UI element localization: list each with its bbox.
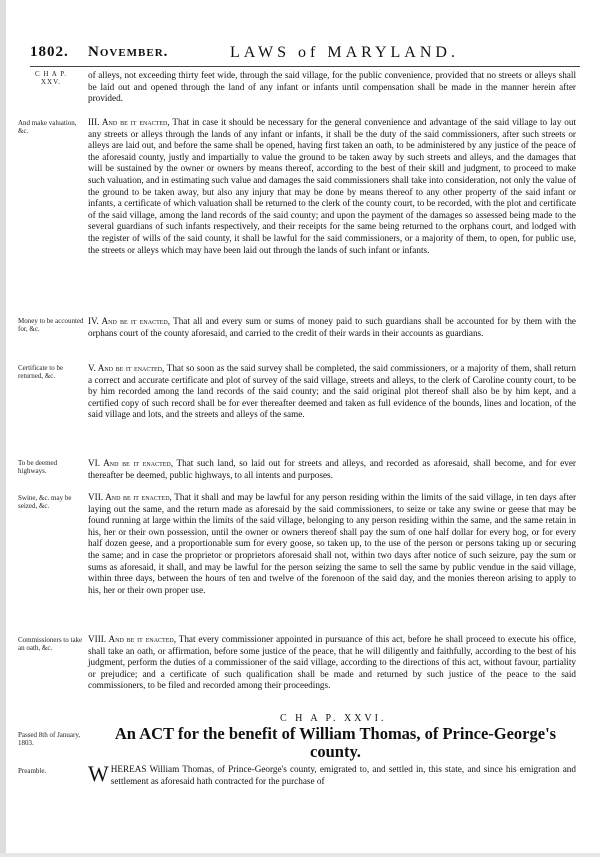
scan-edge-bottom [0, 853, 600, 857]
section-text: of alleys, not exceeding thirty feet wide, through the said village, for the public convenience, provided that no streets or alleys shall be laid out and opened through the land of any infant or infants until compensation shall be made in the manner herein after provided. [88, 70, 576, 104]
act-title: An ACT for the benefit of William Thomas, of Prince-George's county. [114, 724, 557, 761]
margin-note-chap: C H A P. XXV. [34, 70, 68, 86]
margin-note-preamble: Preamble. [18, 767, 47, 775]
margin-note-money: Money to be accounted for, &c. [18, 317, 84, 333]
page-header [30, 44, 575, 66]
section-iii [88, 117, 576, 256]
section-lead: VI. And be it enacted, [88, 458, 174, 468]
section-text: That every commissioner appointed in pursuance of this act, before he shall proceed to execute his office, shall take an oath, or affirmation, before some justice of the peace, that he will diligently and faithfully, according to the best of his judgment, perform the duties of a commissioner of the said village, according to the directions of this act, without favour, partiality or prejudice; and a certificate of such qualification shall be made and returned by such justice of the peace to the said commissioners, to be filed and recorded among their proceedings. [88, 634, 577, 691]
scan-edge [0, 0, 6, 857]
section-text: That it shall and may be lawful for any person residing within the limits of the said village, in ten days after laying out the same, and the return made as aforesaid by the said commissioners, to seize or take any swine or geese that may be found running at large within the limits of the said village, belonging to any person residing within the same, and the same retain in his, her or their own possession, until the owner or owners thereof shall pay the sum of one half dollar for every hog, or for every half dozen geese, and a proportionable sum for every goose, so taken up, to the use of the person or persons taking up or securing the same; and in case the proprietor or proprietors aforesaid shall not, within two days after notice of such seizure, pay the sum or sums as aforesaid, it shall, and may be lawful for the person seizing the same to sell the same by public vendue in the said village, within three days, between the hours of ten and twelve of the forenoon of the said day, and the monies thereon arising to apply to his, her or their own proper use. [88, 492, 577, 595]
preamble-dropcap: W [88, 761, 109, 786]
preamble [88, 761, 576, 787]
header-title: LAWS of MARYLAND. [230, 44, 459, 61]
section-lead: V. And be it enacted, [88, 363, 165, 373]
chapter-heading: C H A P. XXVI. [280, 713, 387, 724]
margin-note-valuation: And make valuation, &c. [18, 119, 77, 135]
section-viii [88, 634, 576, 692]
section-lead: IV. And be it enacted, [88, 316, 171, 326]
section-text: That in case it should be necessary for the general convenience and advantage of the said village to lay out any streets or alleys through the lands of any infant or infants, it shall be the duty of the said commissioners, after such streets or alleys are laid out, and before the same shall be opened, having first taken an oath, to be administered by any justice of the peace of the aforesaid county, justly and impartially to value the ground to be taken away by such streets and alleys, and the damages that will be sustained by the owner or owners by means thereof, according to the best of their skill and judgment, to proceed to make such valuation, and in estimating such value and damages the said commissioners shall take into consideration, not only the value of the ground to be taken away, but also any injury that may be done by means thereof to any other property of the said infant or infants, a certificate of which valuation shall be returned to the clerk of the county court, to be recorded, with the plot and certificate of the said village, among the land records of the said county; and upon the payment of the damages so assessed being made to the several guardians of such infants respectively, and their receipts for the same being returned to the orphans court, and lodged with the register of wills of the said county, it shall be lawful for the said commissioners, or a majority of them, to open, for public use, the streets or alleys which may have been laid out through the lands of such infant or infants. [88, 117, 576, 255]
section-vii [88, 492, 576, 596]
preamble-text: HEREAS William Thomas, of Prince-George's county, emigrated to, and settled in, this state, and since his emigration and settlement as aforesaid hath contracted for the purchase of [110, 764, 576, 786]
section-vi [88, 458, 576, 481]
section-lead: III. And be it enacted, [88, 117, 170, 127]
section-text: That so soon as the said survey shall be completed, the said commissioners, or a majority of them, shall return a correct and accurate certificate and plot of survey of the said village, streets and alleys, to the clerk of Caroline county court, to be by him recorded among the land records of the said county; and the said original plot thereof shall also be by him kept, and a certified copy of such record shall be for ever thereafter deemed and taken as full evidence of the bounds, lines and location, of the said village and lots, and the streets and alleys of the same. [88, 363, 576, 420]
header-year: 1802. [30, 44, 69, 60]
header-rule [30, 66, 580, 67]
section-v [88, 363, 576, 421]
section-text: That such land, so laid out for streets and alleys, and recorded as aforesaid, shall become, and for ever thereafter be deemed, public highways, to all intents and purposes. [88, 458, 576, 480]
margin-note-commissioners: Commissioners to take an oath, &c. [18, 636, 83, 652]
section-iv [88, 316, 576, 339]
section-lead: VIII. And be it enacted, [88, 634, 177, 644]
header-month: November. [88, 44, 169, 60]
section-text: That all and every sum or sums of money paid to such guardians shall be accounted for by them with the orphans court of the county aforesaid, and carried to the credit of their wards in their accounts as guardians. [88, 316, 576, 338]
margin-note-certificate: Certificate to be returned, &c. [18, 364, 64, 380]
section-continuation [88, 70, 576, 105]
margin-note-highways: To be deemed highways. [18, 459, 58, 475]
margin-note-passed: Passed 8th of January, 1803. [18, 731, 81, 747]
section-lead: VII. And be it enacted, [88, 492, 172, 502]
margin-note-swine: Swine, &c. may be seized, &c. [18, 494, 72, 510]
